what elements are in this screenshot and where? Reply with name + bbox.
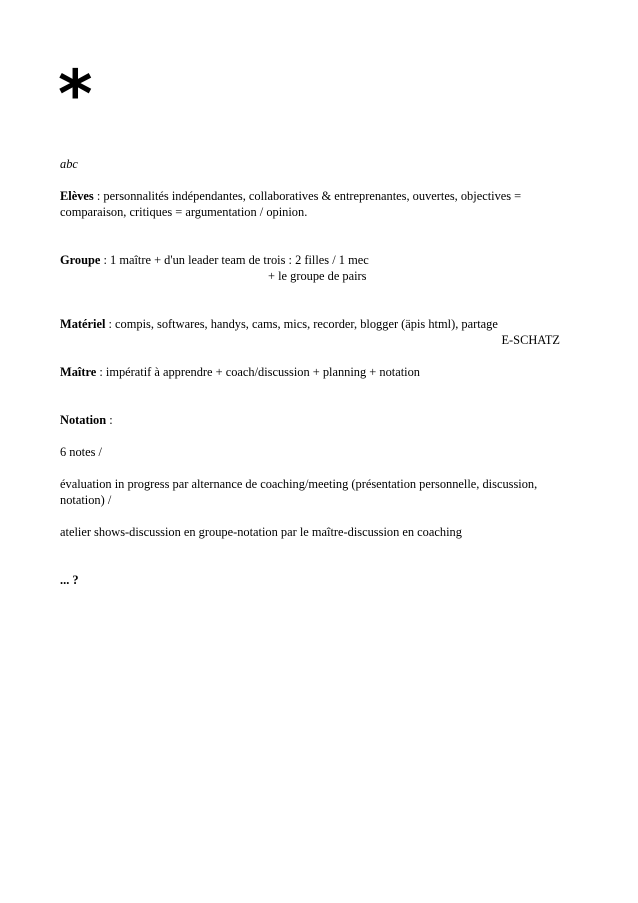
label-groupe: Groupe <box>60 253 101 267</box>
text-notation: : <box>106 413 113 427</box>
asterisk-symbol: * <box>58 56 93 133</box>
paragraph-materiel <box>60 316 560 332</box>
paragraph-maitre <box>60 364 560 380</box>
subtitle: abc <box>60 157 78 171</box>
materiel-line2: E-SCHATZ <box>501 333 560 347</box>
text-groupe: : 1 maître + d'un leader team de trois : 2 filles / 1 mec <box>100 253 369 267</box>
label-eleves: Elèves <box>60 189 94 203</box>
label-notation: Notation <box>60 413 107 427</box>
notation-atelier: atelier shows-discussion en groupe-notation par le maître-discussion en coaching <box>60 525 462 539</box>
groupe-line2: + le groupe de pairs <box>268 269 367 283</box>
closing-text: ... ? <box>60 573 79 587</box>
document-page <box>58 56 560 588</box>
text-materiel: : compis, softwares, handys, cams, mics, recorder, blogger (äpis html), partage <box>105 317 498 331</box>
paragraph-eleves <box>60 188 560 220</box>
paragraph-groupe <box>60 252 560 268</box>
notation-evaluation: évaluation in progress par alternance de coaching/meeting (présentation personnelle, discussion, notation) / <box>60 477 538 507</box>
notation-notes: 6 notes / <box>60 445 102 459</box>
label-maitre: Maître <box>60 365 97 379</box>
text-maitre: : impératif à apprendre + coach/discussion + planning + notation <box>96 365 420 379</box>
label-materiel: Matériel <box>60 317 106 331</box>
text-eleves: : personnalités indépendantes, collaboratives & entreprenantes, ouvertes, objectives = comparaison, critiques = argumentation / opinion. <box>60 189 522 219</box>
paragraph-notation <box>60 412 560 428</box>
